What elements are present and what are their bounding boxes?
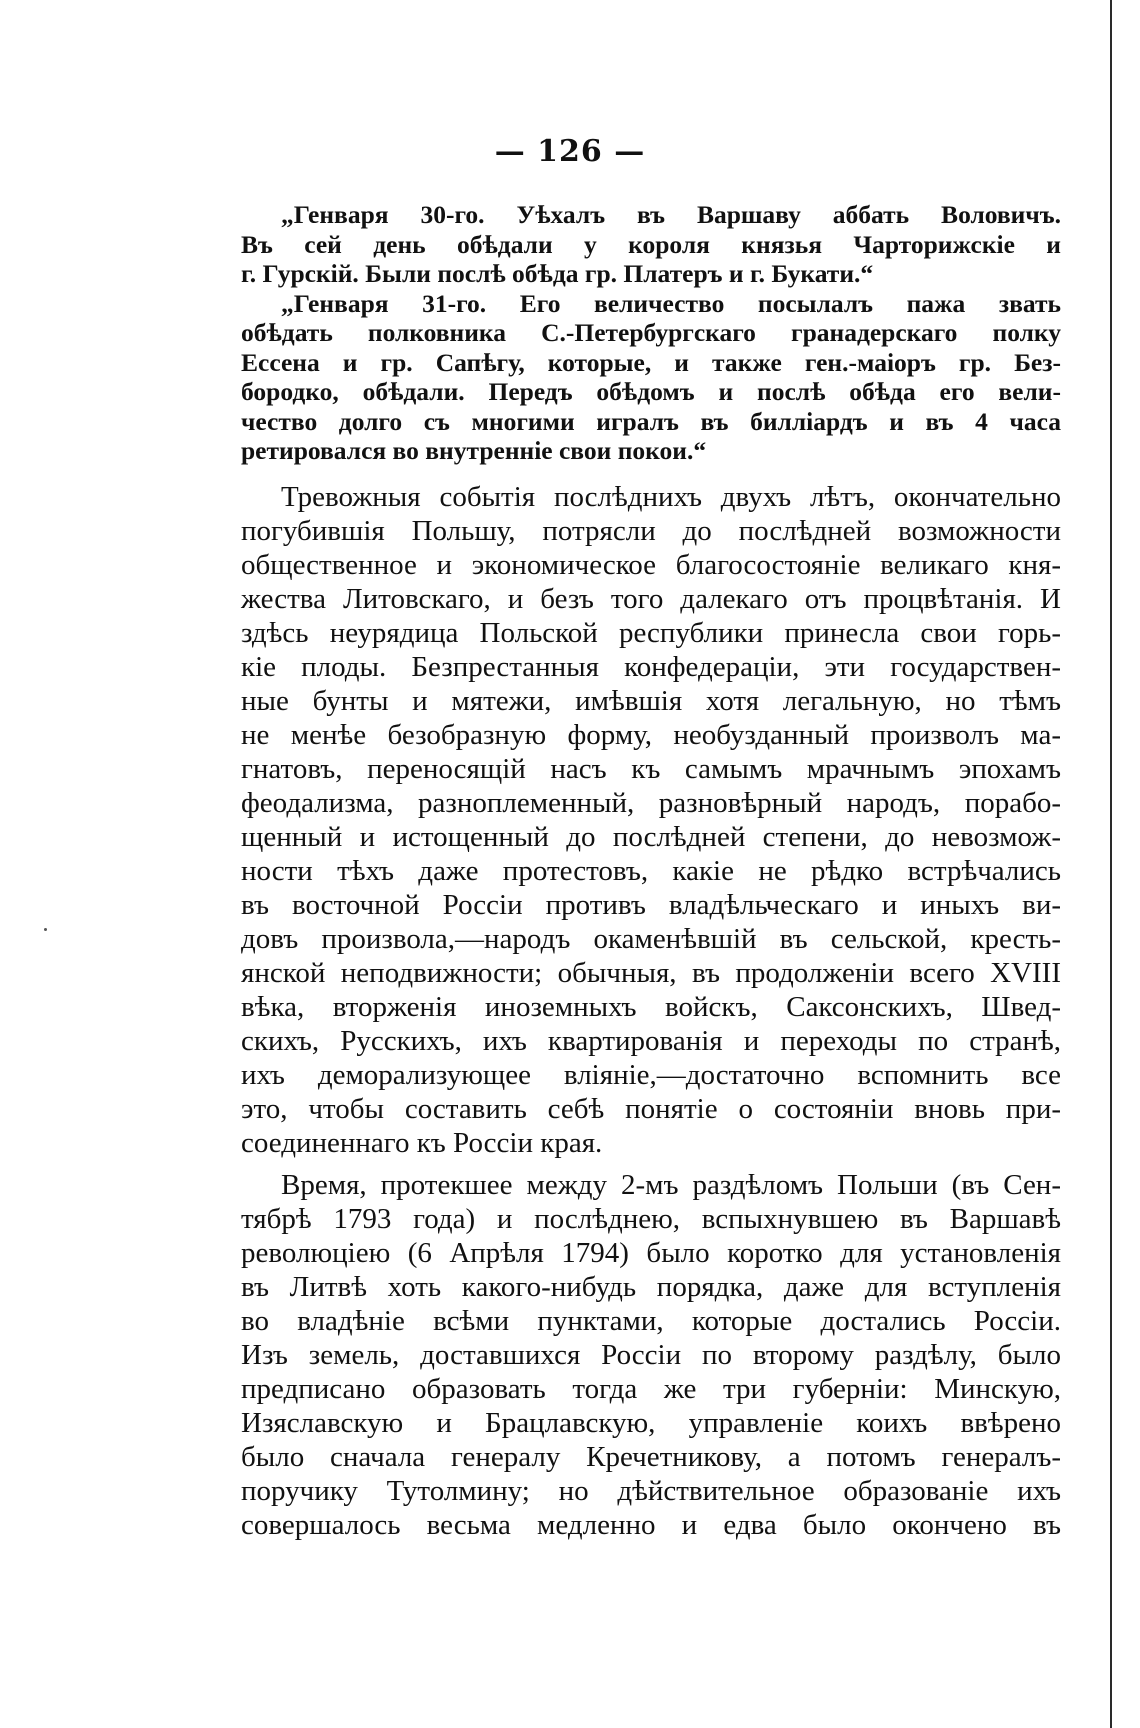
text-line: кіе плоды. Безпрестанныя конфедераціи, эти государствен- <box>241 651 1061 683</box>
text-line: предписано образовать тогда же три губерніи: Минскую, <box>241 1373 1061 1405</box>
text-line: ные бунты и мятежи, имѣвшія хотя легальную, но тѣмъ <box>241 685 1061 717</box>
text-line: погубившія Польшу, потрясли до послѣдней возможности <box>241 515 1061 547</box>
page-number: — 126 — <box>494 134 646 169</box>
text-line: Время, протекшее между 2-мъ раздѣломъ Польши (въ Сен- <box>281 1169 1061 1201</box>
text-line: было сначала генералу Кречетникову, а потомъ генералъ- <box>241 1441 1061 1473</box>
text-line: въ Литвѣ хоть какого-нибудь порядка, даже для вступленія <box>241 1271 1061 1303</box>
text-line: ихъ деморализующее вліяніе,—достаточно вспомнить все <box>241 1059 1061 1091</box>
text-line: жества Литовскаго, и безъ того далекаго отъ процвѣтанія. И <box>241 583 1061 615</box>
diary-line: ретировался во внутренніе свои покои.“ <box>241 436 707 465</box>
text-line: не менѣе безобразную форму, необузданный произволъ ма- <box>241 719 1061 751</box>
diary-line: „Генваря 30-го. Уѣхалъ въ Варшаву аббать Воловичъ. <box>281 200 1061 229</box>
diary-entry <box>241 200 1061 289</box>
diary-line: „Генваря 31-го. Его величество посылалъ пажа звать <box>281 288 1061 318</box>
diary-line: бородко, обѣдали. Передъ обѣдомъ и послѣ обѣда его вели- <box>241 377 1061 406</box>
text-line: соединеннаго къ Россіи края. <box>241 1127 603 1159</box>
text-line: янской неподвижности; обычныя, въ продолженіи всего XVIII <box>241 957 1061 989</box>
diary-excerpt <box>241 200 1061 466</box>
text-line: Изяславскую и Брацлавскую, управленіе коихъ ввѣрено <box>241 1407 1061 1439</box>
text-line: скихъ, Русскихъ, ихъ квартированія и переходы по странѣ, <box>241 1025 1061 1057</box>
paragraph-gap <box>241 1160 1061 1168</box>
diary-line: г. Гурскій. Были послѣ обѣда гр. Платеръ и г. Букати.“ <box>241 259 874 288</box>
paragraph <box>241 1168 1061 1542</box>
text-line: революціею (6 Апрѣля 1794) было коротко для установленія <box>241 1237 1061 1269</box>
diary-line: обѣдать полковника С.-Петербургскаго гранадерскаго полку <box>241 318 1061 347</box>
body-text <box>241 480 1061 1542</box>
text-line: Тревожныя событія послѣднихъ двухъ лѣтъ, окончательно <box>281 481 1061 513</box>
paragraph <box>241 480 1061 1160</box>
text-line: щенный и истощенный до послѣдней степени, до невозмож- <box>241 821 1061 853</box>
text-line: совершалось весьма медленно и едва было окончено въ <box>241 1509 1061 1541</box>
diary-entry <box>241 289 1061 466</box>
text-line: въ восточной Россіи противъ владѣльческаго и иныхъ ви- <box>241 889 1061 921</box>
text-line: Изъ земель, доставшихся Россіи по второму раздѣлу, было <box>241 1339 1061 1371</box>
text-line: вѣка, вторженія иноземныхъ войскъ, Саксонскихъ, Швед- <box>241 991 1061 1023</box>
diary-line: Въ сей день обѣдали у короля князья Чарторижскіе и <box>241 229 1061 259</box>
text-line: довъ произвола,—народъ окаменѣвшій въ сельской, кресть- <box>241 923 1061 955</box>
page-edge-rule <box>1110 0 1112 1728</box>
text-line: здѣсь неурядица Польской республики принесла свои горь- <box>241 617 1061 649</box>
text-line: феодализма, разноплеменный, разновѣрный народъ, порабо- <box>241 787 1061 819</box>
text-line: общественное и экономическое благосостояніе великаго кня- <box>241 549 1061 581</box>
text-line: это, чтобы составить себѣ понятіе о состояніи вновь при- <box>241 1093 1061 1125</box>
text-line: тябрѣ 1793 года) и послѣднею, вспыхнувшею въ Варшавѣ <box>241 1203 1061 1235</box>
text-line: во владѣніе всѣми пунктами, которые достались Россіи. <box>241 1305 1061 1337</box>
text-line: гнатовъ, переносящій насъ къ самымъ мрачнымъ эпохамъ <box>241 753 1061 785</box>
text-line: ности тѣхъ даже протестовъ, какіе не рѣдко встрѣчались <box>241 855 1061 887</box>
text-line: поручику Тутолмину; но дѣйствительное образованіе ихъ <box>241 1475 1061 1507</box>
diary-line: чество долго съ многими игралъ въ билліардъ и въ 4 часа <box>241 406 1061 436</box>
scan-speck <box>44 928 47 931</box>
diary-line: Ессена и гр. Сапѣгу, которые, и также ген.-маіоръ гр. Без- <box>241 347 1061 377</box>
